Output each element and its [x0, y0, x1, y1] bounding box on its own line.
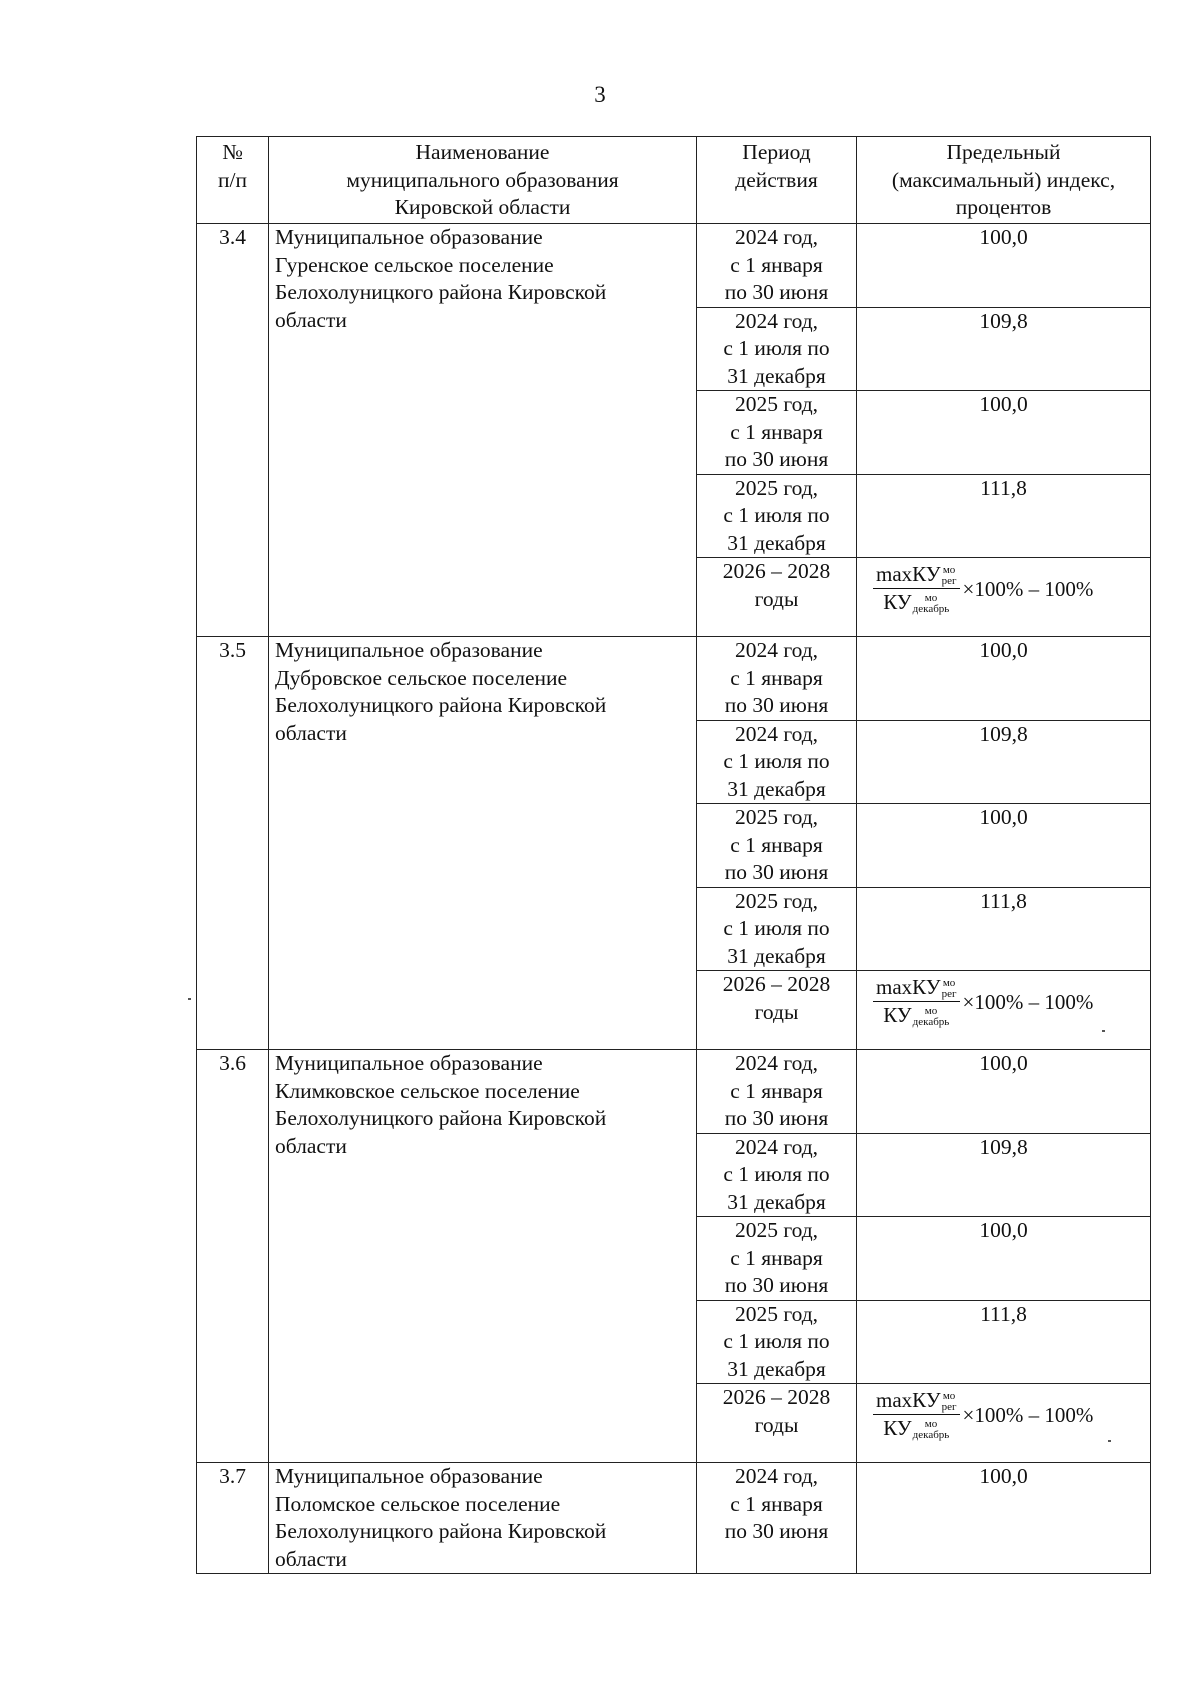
validity-period-line: по 30 июня — [724, 447, 829, 471]
table-body — [197, 224, 1151, 1574]
index-formula-cell — [857, 558, 1151, 637]
validity-period-line: с 1 июля по — [723, 503, 830, 527]
index-value: 111,8 — [857, 474, 1151, 558]
validity-period — [697, 1463, 857, 1574]
municipality-name — [269, 224, 697, 637]
validity-period-line: годы — [754, 586, 799, 611]
header-num: № п/п — [197, 137, 269, 224]
validity-period — [697, 1217, 857, 1301]
validity-period-line: годы — [754, 1412, 799, 1437]
validity-period-line: с 1 января — [730, 1245, 823, 1270]
municipality-name-line: Белохолуницкого района Кировской — [275, 280, 607, 304]
municipality-name-line: области — [275, 1546, 347, 1571]
validity-period — [697, 1384, 857, 1463]
validity-period-line: с 1 июля по — [723, 1329, 830, 1353]
index-value: 100,0 — [857, 1050, 1151, 1134]
municipality-name-line: области — [275, 720, 347, 745]
validity-period-line: 2024 год, — [734, 308, 819, 333]
validity-period-line: по 30 июня — [724, 1273, 829, 1297]
scan-speck — [188, 998, 191, 1000]
validity-period-line: 2024 год, — [734, 721, 819, 746]
municipality-name-line: области — [275, 307, 347, 332]
header-period: Период действия — [697, 137, 857, 224]
formula-denominator: КУ мо декабрь — [883, 1003, 950, 1029]
validity-period-line: 2024 год, — [734, 225, 819, 249]
index-value: 100,0 — [857, 224, 1151, 308]
validity-period-line: 2025 год, — [734, 392, 819, 416]
formula-tail: ×100% – 100% — [962, 989, 1094, 1014]
municipality-name-line: области — [275, 1133, 347, 1158]
index-formula-cell — [857, 1384, 1151, 1463]
municipality-name-line: Муниципальное образование — [275, 1051, 543, 1075]
index-value: 109,8 — [857, 307, 1151, 391]
validity-period-line: с 1 января — [730, 252, 823, 277]
validity-period — [697, 804, 857, 888]
validity-period-line: с 1 июля по — [723, 1162, 830, 1186]
validity-period-line: с 1 июля по — [723, 336, 830, 360]
index-formula-cell — [857, 971, 1151, 1050]
table-row — [197, 224, 1151, 308]
index-value: 100,0 — [857, 391, 1151, 475]
index-value: 111,8 — [857, 887, 1151, 971]
validity-period-line: 2026 – 2028 — [722, 559, 831, 583]
scan-speck — [1102, 1030, 1105, 1032]
table-row — [197, 637, 1151, 721]
validity-period-line: 31 декабря — [727, 943, 826, 968]
index-value: 100,0 — [857, 637, 1151, 721]
validity-period — [697, 558, 857, 637]
validity-period-line: с 1 января — [730, 1078, 823, 1103]
page-number: 3 — [594, 82, 606, 107]
formula-denominator: КУ мо декабрь — [883, 1416, 950, 1442]
row-number: 3.6 — [197, 1050, 269, 1463]
validity-period-line: 2026 – 2028 — [722, 972, 831, 996]
formula-numerator: maxКУ мо рег — [873, 562, 960, 589]
municipality-name — [269, 1463, 697, 1574]
validity-period — [697, 307, 857, 391]
municipality-name — [269, 637, 697, 1050]
row-number: 3.5 — [197, 637, 269, 1050]
validity-period-line: 31 декабря — [727, 776, 826, 801]
tariff-index-table — [196, 136, 1151, 1574]
validity-period-line: с 1 января — [730, 665, 823, 690]
validity-period-line: по 30 июня — [724, 1106, 829, 1130]
validity-period-line: годы — [754, 999, 799, 1024]
validity-period-line: 31 декабря — [727, 530, 826, 555]
validity-period-line: 2024 год, — [734, 638, 819, 662]
validity-period-line: по 30 июня — [724, 1519, 829, 1543]
formula-numerator: maxКУ мо рег — [873, 975, 960, 1002]
table-row — [197, 1050, 1151, 1134]
table-row — [197, 1463, 1151, 1574]
validity-period — [697, 637, 857, 721]
validity-period-line: 2024 год, — [734, 1134, 819, 1159]
table-header-row — [197, 137, 1151, 224]
municipality-name-line: Муниципальное образование — [275, 638, 543, 662]
formula-tail: ×100% – 100% — [962, 576, 1094, 601]
validity-period — [697, 1133, 857, 1217]
index-formula — [863, 971, 1144, 1028]
validity-period — [697, 1300, 857, 1384]
header-index: Предельный (максимальный) индекс, процентов — [857, 137, 1151, 224]
municipality-name — [269, 1050, 697, 1463]
validity-period — [697, 971, 857, 1050]
validity-period-line: 2024 год, — [734, 1464, 819, 1488]
validity-period-line: 2026 – 2028 — [722, 1385, 831, 1409]
formula-fraction — [873, 1388, 960, 1441]
index-value: 109,8 — [857, 1133, 1151, 1217]
formula-denominator: КУ мо декабрь — [883, 590, 950, 616]
index-formula — [863, 1384, 1144, 1441]
validity-period-line: 31 декабря — [727, 1189, 826, 1214]
municipality-name-line: Климковское сельское поселение — [275, 1078, 580, 1103]
row-number: 3.7 — [197, 1463, 269, 1574]
index-formula — [863, 558, 1144, 615]
validity-period-line: 2025 год, — [734, 805, 819, 829]
validity-period — [697, 224, 857, 308]
validity-period — [697, 391, 857, 475]
municipality-name-line: Белохолуницкого района Кировской — [275, 693, 607, 717]
validity-period — [697, 1050, 857, 1134]
validity-period-line: с 1 января — [730, 419, 823, 444]
formula-numerator: maxКУ мо рег — [873, 1388, 960, 1415]
formula-tail: ×100% – 100% — [962, 1402, 1094, 1427]
validity-period-line: по 30 июня — [724, 280, 829, 304]
validity-period-line: 2025 год, — [734, 475, 819, 500]
validity-period-line: с 1 июля по — [723, 916, 830, 940]
index-value: 100,0 — [857, 804, 1151, 888]
validity-period-line: с 1 января — [730, 1491, 823, 1516]
index-value: 111,8 — [857, 1300, 1151, 1384]
validity-period-line: 2024 год, — [734, 1051, 819, 1075]
municipality-name-line: Гуренское сельское поселение — [275, 252, 554, 277]
validity-period-line: 31 декабря — [727, 1356, 826, 1381]
validity-period — [697, 887, 857, 971]
index-value: 109,8 — [857, 720, 1151, 804]
validity-period-line: с 1 января — [730, 832, 823, 857]
scan-speck — [1108, 1440, 1111, 1442]
municipality-name-line: Белохолуницкого района Кировской — [275, 1106, 607, 1130]
validity-period-line: 2025 год, — [734, 1218, 819, 1242]
validity-period-line: с 1 июля по — [723, 749, 830, 773]
formula-fraction — [873, 562, 960, 615]
validity-period-line: 2025 год, — [734, 1301, 819, 1326]
municipality-name-line: Белохолуницкого района Кировской — [275, 1519, 607, 1543]
municipality-name-line: Дубровское сельское поселение — [275, 665, 568, 690]
index-value: 100,0 — [857, 1463, 1151, 1574]
validity-period-line: 31 декабря — [727, 363, 826, 388]
validity-period-line: по 30 июня — [724, 860, 829, 884]
validity-period — [697, 720, 857, 804]
validity-period — [697, 474, 857, 558]
index-value: 100,0 — [857, 1217, 1151, 1301]
municipality-name-line: Поломское сельское поселение — [275, 1491, 561, 1516]
formula-fraction — [873, 975, 960, 1028]
validity-period-line: 2025 год, — [734, 888, 819, 913]
validity-period-line: по 30 июня — [724, 693, 829, 717]
header-name: Наименование муниципального образования Кировской области — [269, 137, 697, 224]
row-number: 3.4 — [197, 224, 269, 637]
municipality-name-line: Муниципальное образование — [275, 1464, 543, 1488]
municipality-name-line: Муниципальное образование — [275, 225, 543, 249]
